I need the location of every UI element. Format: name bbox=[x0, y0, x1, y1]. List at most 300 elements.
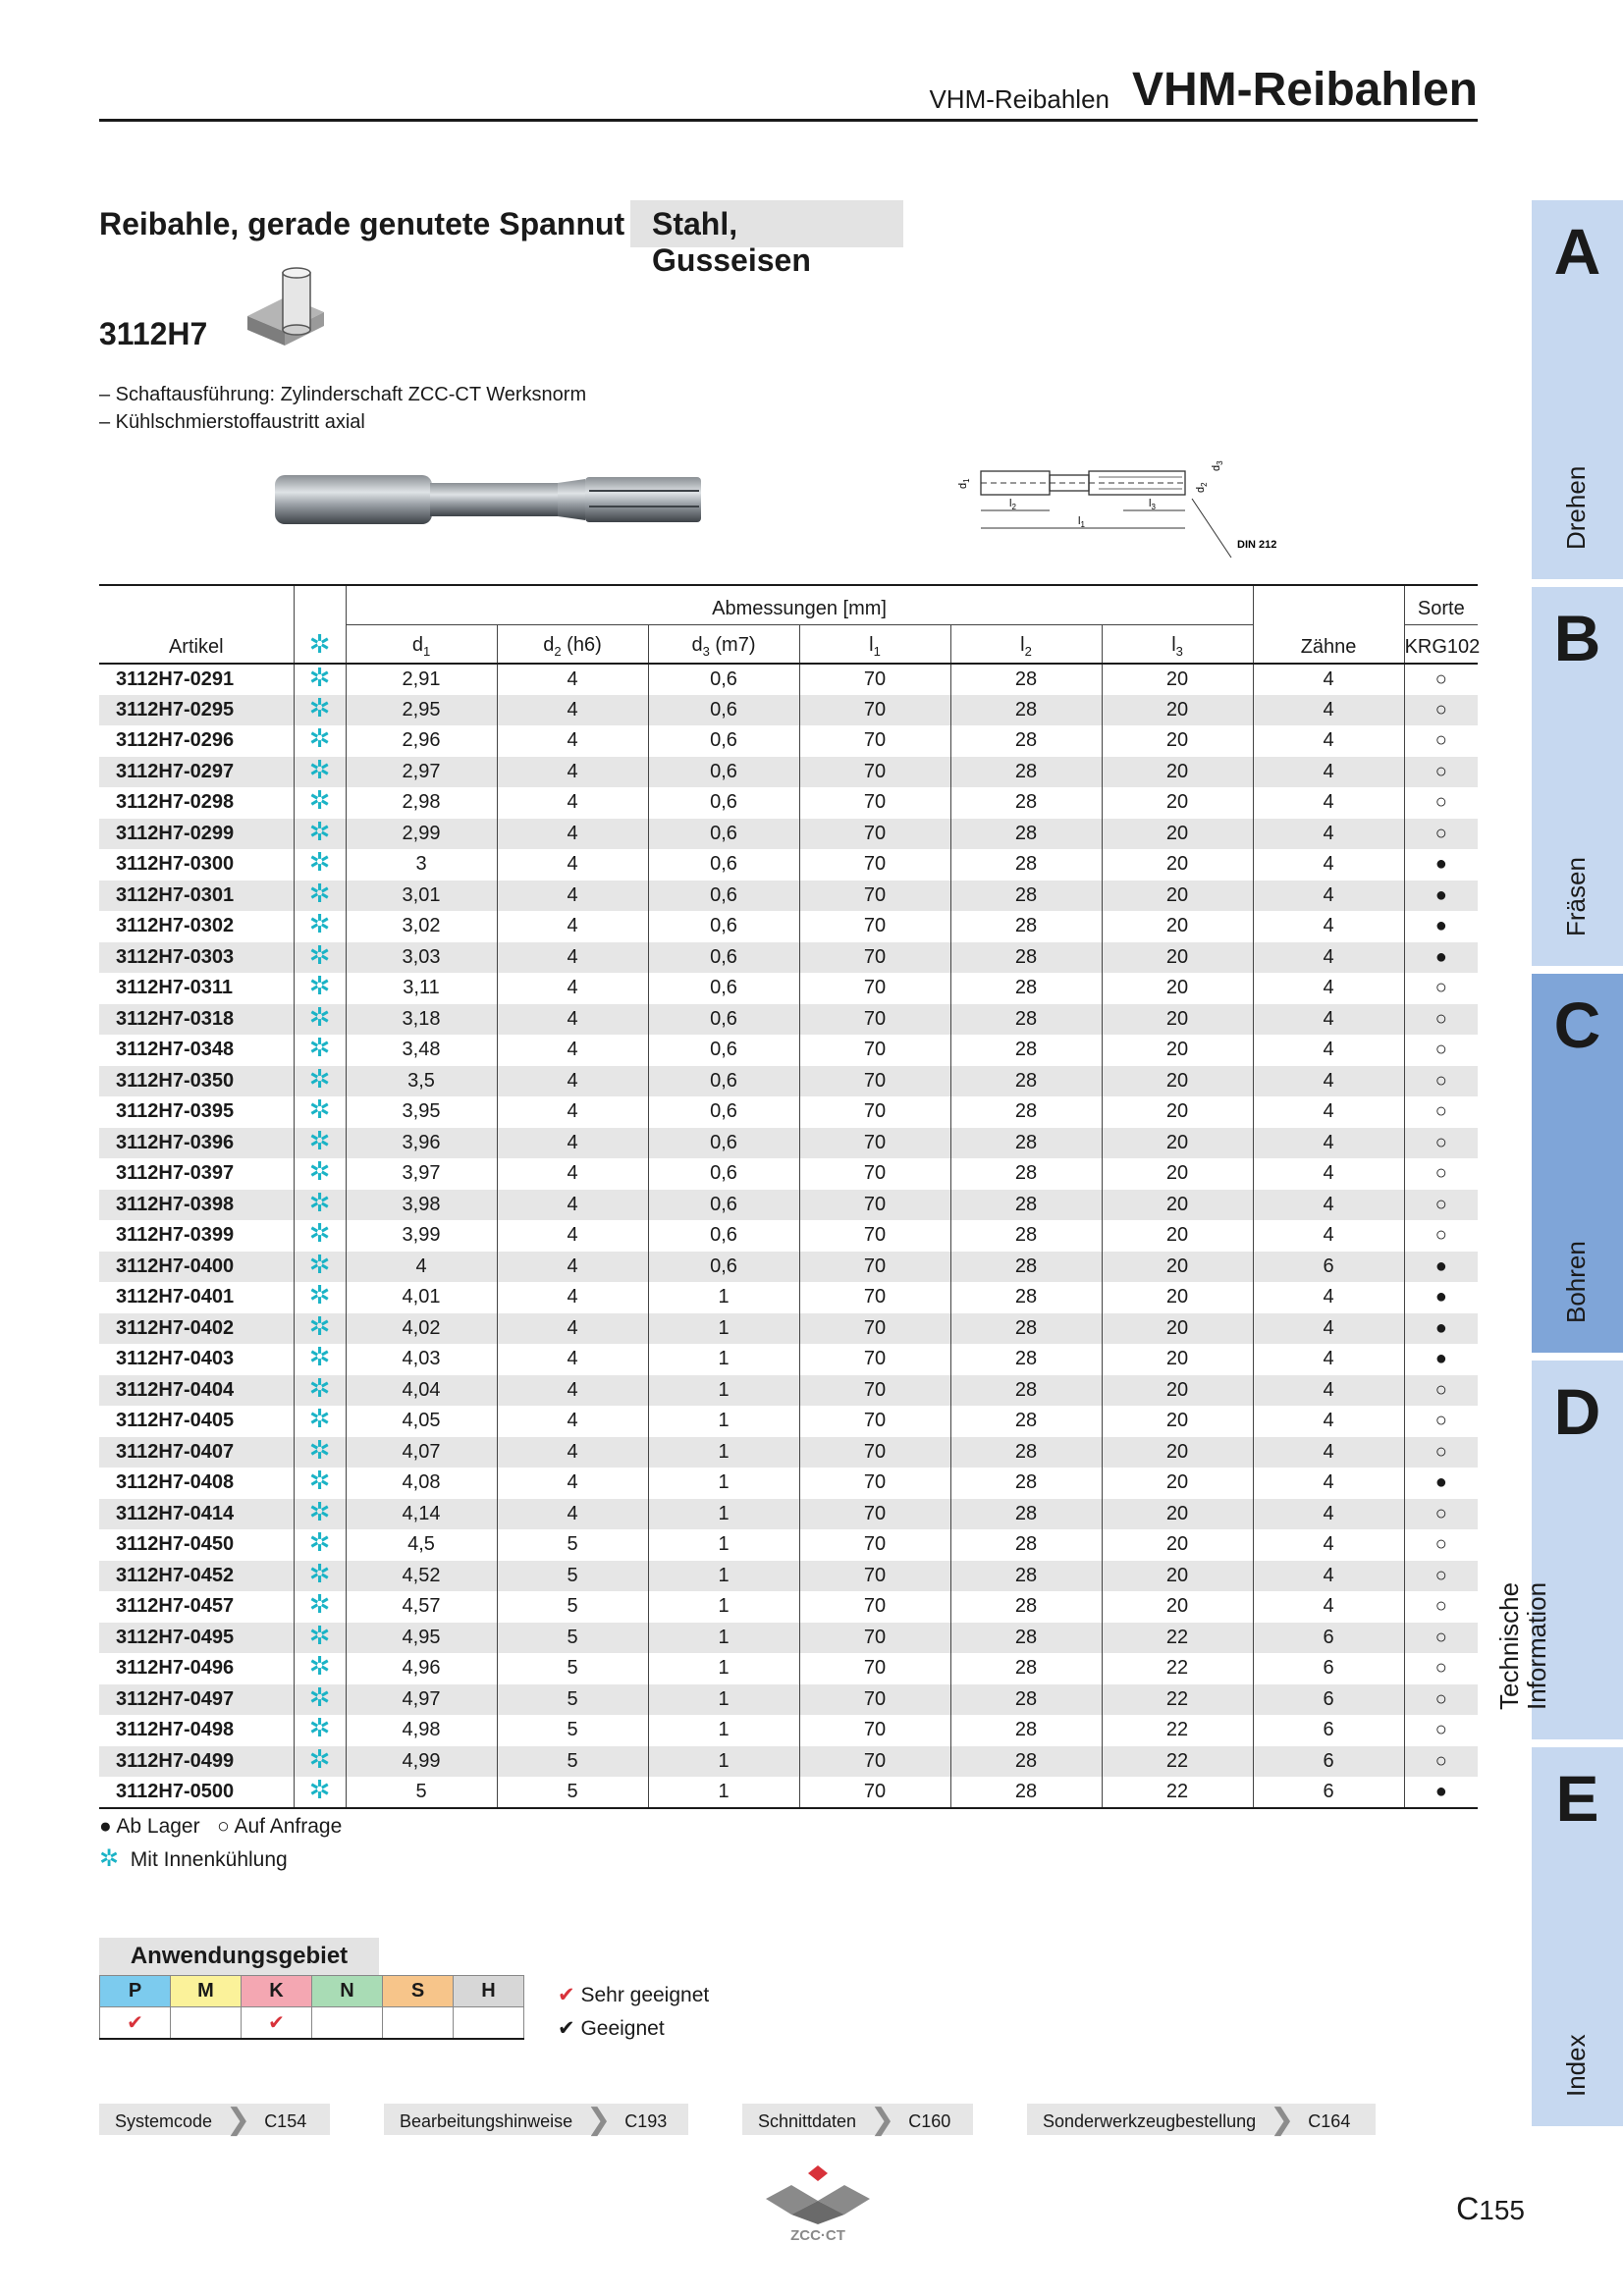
table-row bbox=[99, 1468, 1478, 1499]
cell-l3: 20 bbox=[1165, 1100, 1189, 1123]
cell-l3: 22 bbox=[1102, 1777, 1253, 1808]
cell-d1: 4,01 bbox=[346, 1282, 497, 1313]
cell-d2: 4 bbox=[497, 849, 648, 881]
table-row bbox=[99, 911, 1478, 942]
table-row bbox=[99, 725, 1478, 757]
zcc-ct-logo bbox=[762, 2160, 874, 2242]
ref-schnittdaten[interactable] bbox=[742, 2104, 973, 2135]
chapter-label: Bohren bbox=[1560, 1241, 1591, 1323]
cell-artikel: 3112H7-0497 bbox=[99, 1684, 294, 1716]
cell-l1: 70 bbox=[799, 1282, 950, 1313]
cell-d1: 3,96 bbox=[346, 1128, 497, 1159]
cell-l2: 28 bbox=[950, 1066, 1102, 1097]
cell-l2: 28 bbox=[950, 881, 1102, 912]
cell-l2: 28 bbox=[950, 664, 1102, 695]
snowflake-icon: ✲ bbox=[308, 1095, 331, 1125]
cell-d2: 4 bbox=[497, 695, 648, 726]
cell-artikel: 3112H7-0399 bbox=[116, 1224, 235, 1247]
cell-l2: 28 bbox=[950, 942, 1102, 974]
col-l1: $l_1$ bbox=[799, 624, 950, 664]
cell-d3: 0,6 bbox=[648, 787, 799, 819]
cell-l2: 28 bbox=[950, 1190, 1102, 1221]
cell-l3: 20 bbox=[1102, 1561, 1253, 1592]
ref-page: C154 bbox=[264, 2111, 307, 2131]
col-d1: $d_1$ bbox=[346, 624, 497, 664]
cell-d1: 4,03 bbox=[346, 1344, 497, 1375]
cell-artikel: 3112H7-0303 bbox=[99, 942, 294, 974]
cell-l2: 28 bbox=[950, 1035, 1102, 1066]
cell-artikel: 3112H7-0348 bbox=[116, 1039, 235, 1061]
cell-d2: 4 bbox=[497, 1066, 648, 1097]
cell-d1: 3,18 bbox=[346, 1004, 497, 1036]
cell-zaehne: 4 bbox=[1253, 1375, 1404, 1407]
cell-zaehne: 4 bbox=[1253, 1282, 1404, 1313]
cell-artikel: 3112H7-0300 bbox=[116, 853, 235, 876]
cell-d3: 0,6 bbox=[648, 1035, 799, 1066]
cell-availability: ○ bbox=[1404, 1746, 1478, 1778]
cell-d1: 3,01 bbox=[346, 881, 497, 912]
cell-zaehne: 4 bbox=[1253, 1128, 1404, 1159]
cell-coolant bbox=[294, 878, 346, 912]
cell-d3: 1 bbox=[648, 1344, 799, 1375]
cell-availability: ○ bbox=[1434, 1533, 1447, 1556]
cell-l1: 70 bbox=[799, 1715, 950, 1746]
coolant-label: Mit Innenkühlung bbox=[130, 1848, 288, 1871]
cell-availability: ○ bbox=[1434, 1039, 1447, 1061]
cell-d1: 2,99 bbox=[346, 819, 497, 850]
col-grade: KRG102 bbox=[1404, 624, 1478, 664]
cell-availability: ○ bbox=[1404, 1623, 1478, 1654]
legend-row bbox=[99, 1810, 342, 1843]
cell-l2: 28 bbox=[950, 1406, 1102, 1437]
cell-artikel: 3112H7-0495 bbox=[99, 1623, 294, 1654]
cell-l2: 28 bbox=[950, 1529, 1102, 1561]
cell-availability: ● bbox=[1404, 1777, 1478, 1808]
cell-d2: 4 bbox=[497, 973, 648, 1004]
cell-d1: 4 bbox=[346, 1252, 497, 1283]
ref-label: Schnittdaten bbox=[758, 2111, 857, 2131]
cell-availability: ○ bbox=[1434, 1162, 1447, 1185]
cell-d1: 4,97 bbox=[346, 1684, 497, 1716]
cell-coolant bbox=[294, 1310, 346, 1345]
cell-d1: 4,04 bbox=[346, 1375, 497, 1407]
table-row bbox=[99, 1344, 1478, 1375]
cell-coolant bbox=[294, 1372, 346, 1407]
cell-l1: 70 bbox=[799, 849, 950, 881]
cell-d1: 3,02 bbox=[346, 911, 497, 942]
ref-page: C164 bbox=[1308, 2111, 1351, 2131]
cell-d1: 4,05 bbox=[346, 1406, 497, 1437]
cell-d2: 4 bbox=[497, 757, 648, 788]
cell-l3: 20 bbox=[1102, 819, 1253, 850]
table-row bbox=[99, 1684, 1478, 1716]
table-row bbox=[99, 1128, 1478, 1159]
cell-availability: ○ bbox=[1404, 1437, 1478, 1468]
cell-zaehne: 6 bbox=[1253, 1746, 1404, 1778]
cell-d3: 1 bbox=[648, 1746, 799, 1778]
cell-d1: 4,07 bbox=[346, 1437, 497, 1468]
cell-l3: 20 bbox=[1165, 791, 1189, 814]
cell-artikel: 3112H7-0395 bbox=[116, 1100, 235, 1123]
snowflake-icon: ✲ bbox=[308, 1743, 331, 1774]
cell-coolant bbox=[294, 1158, 346, 1190]
snowflake-icon: ✲ bbox=[308, 754, 331, 784]
cell-d2: 4 bbox=[497, 1468, 648, 1499]
cell-d3: 0,6 bbox=[648, 1190, 799, 1221]
cell-d1: 4,57 bbox=[346, 1591, 497, 1623]
material-group-k: K bbox=[242, 1976, 312, 2007]
cell-availability: ○ bbox=[1434, 667, 1447, 690]
cell-l1: 70 bbox=[799, 1653, 950, 1684]
cell-l1: 70 bbox=[799, 819, 950, 850]
table-row bbox=[99, 1499, 1478, 1530]
cell-l3: 22 bbox=[1165, 1657, 1189, 1680]
drawing-label-d2: $d_2$ bbox=[1195, 482, 1209, 493]
cell-l1: 70 bbox=[799, 1096, 950, 1128]
cell-l3: 20 bbox=[1165, 729, 1189, 752]
cell-d3: 0,6 bbox=[648, 942, 799, 974]
cell-d3: 0,6 bbox=[648, 819, 799, 850]
snowflake-icon: ✲ bbox=[308, 1342, 331, 1372]
cell-artikel: 3112H7-0350 bbox=[99, 1066, 294, 1097]
cell-d2: 4 bbox=[497, 1252, 648, 1283]
snowflake-icon: ✲ bbox=[308, 909, 331, 939]
snowflake-icon: ✲ bbox=[308, 1033, 331, 1063]
chapter-letter: E bbox=[1555, 1762, 1599, 1835]
cell-l1: 70 bbox=[799, 1375, 950, 1407]
cell-d1: 2,96 bbox=[346, 725, 497, 757]
cell-d1: 3,99 bbox=[346, 1220, 497, 1252]
cell-d2: 5 bbox=[497, 1684, 648, 1716]
cell-zaehne: 4 bbox=[1253, 1158, 1404, 1190]
chapter-letter: B bbox=[1553, 602, 1601, 674]
legend-row bbox=[99, 1843, 342, 1877]
snowflake-icon: ✲ bbox=[308, 1620, 331, 1650]
snowflake-icon: ✲ bbox=[308, 939, 331, 970]
cell-d2: 4 bbox=[497, 1035, 648, 1066]
cell-availability: ○ bbox=[1434, 1410, 1447, 1432]
cell-zaehne: 4 bbox=[1253, 757, 1404, 788]
ref-systemcode[interactable] bbox=[99, 2104, 330, 2135]
cell-l2: 28 bbox=[950, 1591, 1102, 1623]
cell-l2: 28 bbox=[950, 1499, 1102, 1530]
cell-artikel: 3112H7-0402 bbox=[99, 1313, 294, 1345]
snowflake-icon: ✲ bbox=[308, 692, 331, 722]
cell-d2: 4 bbox=[497, 942, 648, 974]
cell-l1: 70 bbox=[799, 1344, 950, 1375]
cell-d3: 0,6 bbox=[648, 757, 799, 788]
table-row bbox=[99, 1313, 1478, 1345]
cell-d1: 4,99 bbox=[346, 1746, 497, 1778]
cell-l2: 28 bbox=[950, 1715, 1102, 1746]
cell-d3: 1 bbox=[648, 1313, 799, 1345]
cell-l3: 22 bbox=[1102, 1746, 1253, 1778]
cell-l1: 70 bbox=[799, 1529, 950, 1561]
cell-l1: 70 bbox=[799, 1746, 950, 1778]
cell-l2: 28 bbox=[950, 1561, 1102, 1592]
cell-l2: 28 bbox=[950, 1096, 1102, 1128]
cell-l3: 20 bbox=[1102, 695, 1253, 726]
cell-coolant bbox=[294, 1620, 346, 1654]
table-row bbox=[99, 1437, 1478, 1468]
cell-l2: 28 bbox=[950, 1128, 1102, 1159]
header-section-title: VHM-Reibahlen bbox=[929, 84, 1109, 114]
snowflake-icon: ✲ bbox=[308, 971, 331, 1001]
cell-l3: 22 bbox=[1165, 1719, 1189, 1741]
col-d3: $d_3$ (m7) bbox=[648, 624, 799, 664]
snowflake-icon: ✲ bbox=[308, 1249, 331, 1279]
cell-d2: 5 bbox=[497, 1715, 648, 1746]
chapter-label-line: Information bbox=[1521, 1581, 1551, 1710]
empty-cell bbox=[454, 2007, 524, 2039]
col-l2: $l_2$ bbox=[950, 624, 1102, 664]
cell-coolant bbox=[294, 1096, 346, 1128]
cell-zaehne: 4 bbox=[1253, 1437, 1404, 1468]
snowflake-icon: ✲ bbox=[308, 1404, 331, 1434]
snowflake-icon: ✲ bbox=[308, 723, 331, 754]
table-row bbox=[99, 1035, 1478, 1066]
cell-l3: 20 bbox=[1102, 1313, 1253, 1345]
cell-d1: 3,11 bbox=[346, 973, 497, 1004]
cell-zaehne: 4 bbox=[1253, 1561, 1404, 1592]
cell-d1: 3,97 bbox=[346, 1158, 497, 1190]
material-group-s: S bbox=[383, 1976, 454, 2007]
cell-l2: 28 bbox=[950, 725, 1102, 757]
cell-d3: 0,6 bbox=[648, 1220, 799, 1252]
material-group-n: N bbox=[312, 1976, 383, 2007]
snowflake-icon: ✲ bbox=[308, 1310, 331, 1341]
cell-l3: 20 bbox=[1102, 1252, 1253, 1283]
cell-artikel: 3112H7-0296 bbox=[116, 729, 235, 752]
cell-l3: 22 bbox=[1102, 1684, 1253, 1716]
cell-d3: 1 bbox=[648, 1499, 799, 1530]
cell-d3: 1 bbox=[648, 1623, 799, 1654]
cell-availability: ○ bbox=[1404, 1684, 1478, 1716]
cell-l3: 22 bbox=[1102, 1623, 1253, 1654]
chapter-tab-b[interactable] bbox=[1532, 587, 1623, 966]
cell-d3: 1 bbox=[648, 1282, 799, 1313]
empty-cell bbox=[383, 2007, 454, 2039]
cell-availability: ● bbox=[1434, 1471, 1447, 1494]
cell-coolant bbox=[294, 849, 346, 881]
snowflake-icon: ✲ bbox=[308, 662, 331, 692]
cell-l1: 70 bbox=[799, 942, 950, 974]
cell-l1: 70 bbox=[799, 695, 950, 726]
cell-zaehne: 6 bbox=[1253, 1623, 1404, 1654]
cell-d1: 4,08 bbox=[346, 1468, 497, 1499]
empty-cell bbox=[171, 2007, 242, 2039]
cell-d3: 0,6 bbox=[648, 725, 799, 757]
cell-artikel: 3112H7-0400 bbox=[99, 1252, 294, 1283]
cell-zaehne: 4 bbox=[1253, 942, 1404, 974]
cell-availability: ○ bbox=[1434, 729, 1447, 752]
cell-artikel: 3112H7-0297 bbox=[99, 757, 294, 788]
cell-coolant bbox=[294, 725, 346, 757]
cell-artikel: 3112H7-0405 bbox=[116, 1410, 235, 1432]
empty-cell bbox=[312, 2007, 383, 2039]
table-row bbox=[99, 1190, 1478, 1221]
cell-l3: 20 bbox=[1165, 1162, 1189, 1185]
cell-availability: ● bbox=[1404, 1252, 1478, 1283]
table-body bbox=[99, 664, 1478, 1808]
chevron-right-icon: ❯ bbox=[586, 2104, 612, 2136]
cell-l1: 70 bbox=[799, 725, 950, 757]
cell-availability: ○ bbox=[1404, 1190, 1478, 1221]
table-row bbox=[99, 1529, 1478, 1561]
cell-d1: 4,95 bbox=[346, 1623, 497, 1654]
cell-artikel: 3112H7-0396 bbox=[99, 1128, 294, 1159]
cell-l1: 70 bbox=[799, 1004, 950, 1036]
cell-artikel: 3112H7-0295 bbox=[99, 695, 294, 726]
ref-label: Systemcode bbox=[115, 2111, 213, 2131]
cell-d2: 4 bbox=[497, 1313, 648, 1345]
cell-d3: 1 bbox=[648, 1406, 799, 1437]
table-row bbox=[99, 1375, 1478, 1407]
cell-artikel: 3112H7-0452 bbox=[99, 1561, 294, 1592]
cell-d1: 3 bbox=[346, 849, 497, 881]
cell-l1: 70 bbox=[799, 1035, 950, 1066]
table-row bbox=[99, 1777, 1478, 1808]
chapter-tab-c[interactable] bbox=[1532, 974, 1623, 1353]
snowflake-icon: ✲ bbox=[308, 1280, 331, 1310]
cell-d3: 0,6 bbox=[648, 973, 799, 1004]
table-row bbox=[99, 942, 1478, 974]
cell-artikel: 3112H7-0298 bbox=[116, 791, 235, 814]
cell-l2: 28 bbox=[950, 1437, 1102, 1468]
cell-d3: 0,6 bbox=[648, 1158, 799, 1190]
snowflake-icon: ✲ bbox=[308, 1156, 331, 1187]
cell-availability: ○ bbox=[1404, 1004, 1478, 1036]
table-row bbox=[99, 1252, 1478, 1283]
table-row bbox=[99, 1004, 1478, 1036]
cell-artikel: 3112H7-0403 bbox=[116, 1348, 235, 1370]
snowflake-icon: ✲ bbox=[99, 1845, 120, 1872]
cell-zaehne: 4 bbox=[1253, 849, 1404, 881]
ref-bearbeitungshinweise[interactable] bbox=[384, 2104, 688, 2135]
snowflake-icon: ✲ bbox=[308, 1372, 331, 1403]
suitability-legend bbox=[558, 1979, 709, 2046]
chapter-tab-d[interactable] bbox=[1493, 1361, 1623, 1739]
table-row bbox=[99, 1282, 1478, 1313]
cell-d2: 5 bbox=[497, 1529, 648, 1561]
in-stock-label: Ab Lager bbox=[116, 1815, 200, 1838]
cell-l2: 28 bbox=[950, 1746, 1102, 1778]
table-row bbox=[99, 973, 1478, 1004]
cell-d3: 1 bbox=[648, 1591, 799, 1623]
legend-row bbox=[558, 2012, 709, 2046]
cell-artikel: 3112H7-0408 bbox=[116, 1471, 235, 1494]
table-row bbox=[99, 1591, 1478, 1623]
cell-l1: 70 bbox=[799, 881, 950, 912]
application-title: Anwendungsgebiet bbox=[99, 1938, 379, 1975]
cell-l2: 28 bbox=[950, 1158, 1102, 1190]
cell-d1: 5 bbox=[346, 1777, 497, 1808]
table-row bbox=[99, 1158, 1478, 1190]
snowflake-icon: ✲ bbox=[308, 1434, 331, 1465]
cell-l1: 70 bbox=[799, 1406, 950, 1437]
cell-l1: 70 bbox=[799, 787, 950, 819]
ref-sonderwerkzeug[interactable] bbox=[1027, 2104, 1376, 2135]
cell-l2: 28 bbox=[950, 1313, 1102, 1345]
cell-l2: 28 bbox=[950, 1252, 1102, 1283]
cell-zaehne: 4 bbox=[1253, 1529, 1404, 1561]
cell-coolant bbox=[294, 1743, 346, 1778]
cell-availability: ○ bbox=[1404, 1499, 1478, 1530]
chevron-right-icon: ❯ bbox=[1270, 2104, 1295, 2136]
cell-d2: 5 bbox=[497, 1653, 648, 1684]
cell-coolant bbox=[294, 1035, 346, 1066]
cell-artikel: 3112H7-0457 bbox=[116, 1595, 235, 1618]
cell-availability: ○ bbox=[1404, 1375, 1478, 1407]
cell-d1: 2,91 bbox=[346, 664, 497, 695]
cell-d2: 4 bbox=[497, 1128, 648, 1159]
cell-l3: 20 bbox=[1165, 1410, 1189, 1432]
cell-l1: 70 bbox=[799, 1066, 950, 1097]
cell-zaehne: 4 bbox=[1253, 1066, 1404, 1097]
cell-d1: 3,03 bbox=[346, 942, 497, 974]
snowflake-icon: ✲ bbox=[308, 1774, 331, 1804]
drawing-label-d3: $d_3$ bbox=[1211, 460, 1224, 471]
reamer-photo bbox=[275, 469, 707, 532]
cell-availability: ○ bbox=[1404, 1128, 1478, 1159]
cell-artikel: 3112H7-0398 bbox=[99, 1190, 294, 1221]
good-label: Geeignet bbox=[580, 2017, 665, 2040]
cell-zaehne: 4 bbox=[1253, 664, 1404, 695]
table-row bbox=[99, 849, 1478, 881]
cell-artikel: 3112H7-0450 bbox=[116, 1533, 235, 1556]
table-row bbox=[99, 1653, 1478, 1684]
cell-coolant bbox=[294, 1220, 346, 1252]
cell-coolant bbox=[294, 1187, 346, 1221]
chapter-tab-e[interactable] bbox=[1532, 1747, 1623, 2126]
snowflake-icon: ✲ bbox=[308, 1063, 331, 1094]
cell-coolant bbox=[294, 664, 346, 695]
cell-artikel: 3112H7-0291 bbox=[116, 667, 235, 690]
din-label: DIN 212 bbox=[1237, 539, 1277, 551]
cell-coolant bbox=[294, 911, 346, 942]
cell-coolant bbox=[294, 1434, 346, 1468]
cell-zaehne: 4 bbox=[1253, 1004, 1404, 1036]
cell-d1: 4,5 bbox=[346, 1529, 497, 1561]
snowflake-icon: ✲ bbox=[308, 629, 331, 659]
cell-zaehne: 4 bbox=[1253, 1591, 1404, 1623]
snowflake-icon: ✲ bbox=[308, 1187, 331, 1217]
table-row bbox=[99, 1561, 1478, 1592]
dimension-drawing bbox=[947, 450, 1320, 558]
feature-item: – Kühlschmierstoffaustritt axial bbox=[99, 411, 365, 433]
cell-zaehne: 6 bbox=[1253, 1684, 1404, 1716]
cell-d2: 4 bbox=[497, 664, 648, 695]
cell-l1: 70 bbox=[799, 1623, 950, 1654]
cell-d3: 1 bbox=[648, 1529, 799, 1561]
table-row bbox=[99, 1715, 1478, 1746]
feature-item: – Schaftausführung: Zylinderschaft ZCC-CT Werksnorm bbox=[99, 384, 587, 405]
cell-zaehne: 4 bbox=[1253, 973, 1404, 1004]
cell-availability: ○ bbox=[1404, 1561, 1478, 1592]
cell-d1: 4,02 bbox=[346, 1313, 497, 1345]
cell-availability: ● bbox=[1434, 1286, 1447, 1308]
cell-d2: 4 bbox=[497, 1190, 648, 1221]
cell-zaehne: 4 bbox=[1253, 1344, 1404, 1375]
cell-d2: 4 bbox=[497, 725, 648, 757]
chapter-tab-a[interactable] bbox=[1532, 200, 1623, 579]
cell-availability: ○ bbox=[1404, 1066, 1478, 1097]
cell-l3: 20 bbox=[1102, 942, 1253, 974]
cell-coolant bbox=[294, 1715, 346, 1746]
cell-d2: 4 bbox=[497, 881, 648, 912]
cell-l3: 20 bbox=[1165, 1224, 1189, 1247]
material-group-p: P bbox=[100, 1976, 171, 2007]
